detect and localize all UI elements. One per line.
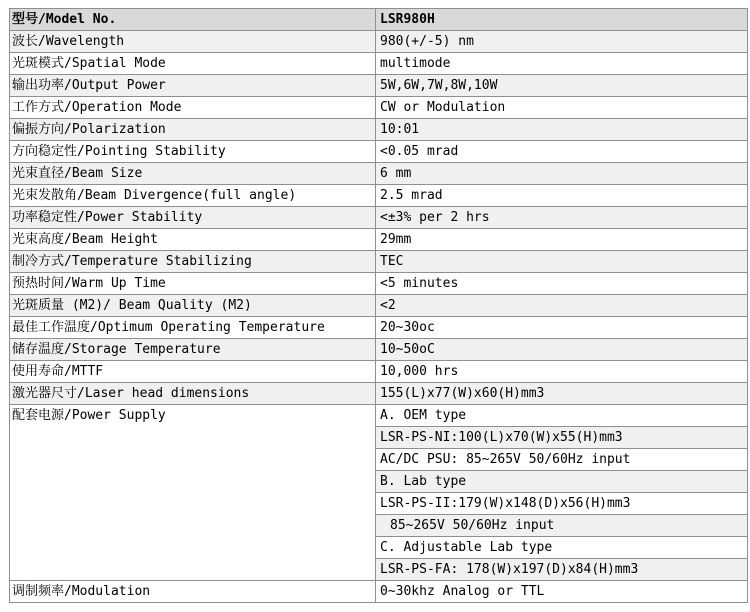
- table-row: [10, 185, 748, 207]
- value-cell: 5W,6W,7W,8W,10W: [376, 75, 748, 97]
- value-cell: 20~30oc: [376, 317, 748, 339]
- table-row: [10, 75, 748, 97]
- table-row: [10, 141, 748, 163]
- table-row: [10, 97, 748, 119]
- value-cell: LSR-PS-NI:100(L)x70(W)x55(H)mm3: [376, 427, 748, 449]
- param-cell: 最佳工作温度/Optimum Operating Temperature: [10, 317, 376, 339]
- table-row-modulation: [10, 581, 748, 603]
- value-cell: AC/DC PSU: 85~265V 50/60Hz input: [376, 449, 748, 471]
- value-cell: 10,000 hrs: [376, 361, 748, 383]
- table-row: [10, 163, 748, 185]
- value-cell: 6 mm: [376, 163, 748, 185]
- param-cell: 波长/Wavelength: [10, 31, 376, 53]
- header-param-cell: 型号/Model No.: [10, 9, 376, 31]
- value-cell: <5 minutes: [376, 273, 748, 295]
- value-cell: A. OEM type: [376, 405, 748, 427]
- table-row: [10, 207, 748, 229]
- table-row: [10, 273, 748, 295]
- param-cell: 功率稳定性/Power Stability: [10, 207, 376, 229]
- value-cell: <0.05 mrad: [376, 141, 748, 163]
- table-row-power-supply: [10, 405, 748, 427]
- spec-table: [9, 8, 748, 603]
- table-row: [10, 339, 748, 361]
- header-value-cell: LSR980H: [376, 9, 748, 31]
- table-row: [10, 361, 748, 383]
- param-cell: 预热时间/Warm Up Time: [10, 273, 376, 295]
- param-cell: 光束发散角/Beam Divergence(full angle): [10, 185, 376, 207]
- value-cell: 155(L)x77(W)x60(H)mm3: [376, 383, 748, 405]
- value-cell: B. Lab type: [376, 471, 748, 493]
- value-cell: 85~265V 50/60Hz input: [376, 515, 748, 537]
- value-cell: CW or Modulation: [376, 97, 748, 119]
- value-cell: C. Adjustable Lab type: [376, 537, 748, 559]
- value-cell: 980(+/-5) nm: [376, 31, 748, 53]
- value-cell: <2: [376, 295, 748, 317]
- param-cell: 光束直径/Beam Size: [10, 163, 376, 185]
- value-cell: LSR-PS-II:179(W)x148(D)x56(H)mm3: [376, 493, 748, 515]
- table-row: [10, 317, 748, 339]
- table-row: [10, 251, 748, 273]
- value-cell: 10:01: [376, 119, 748, 141]
- value-cell: <±3% per 2 hrs: [376, 207, 748, 229]
- spec-table-container: [9, 8, 748, 603]
- param-cell: 偏振方向/Polarization: [10, 119, 376, 141]
- param-cell: 制冷方式/Temperature Stabilizing: [10, 251, 376, 273]
- param-cell: 光斑模式/Spatial Mode: [10, 53, 376, 75]
- value-cell: 2.5 mrad: [376, 185, 748, 207]
- value-cell: 29mm: [376, 229, 748, 251]
- value-cell: LSR-PS-FA: 178(W)x197(D)x84(H)mm3: [376, 559, 748, 581]
- param-cell: 储存温度/Storage Temperature: [10, 339, 376, 361]
- param-cell: 工作方式/Operation Mode: [10, 97, 376, 119]
- param-cell: 光束高度/Beam Height: [10, 229, 376, 251]
- table-row: [10, 119, 748, 141]
- param-cell: 光斑质量 (M2)/ Beam Quality (M2): [10, 295, 376, 317]
- table-row: [10, 383, 748, 405]
- table-row: [10, 295, 748, 317]
- param-cell: 激光器尺寸/Laser head dimensions: [10, 383, 376, 405]
- param-cell: 使用寿命/MTTF: [10, 361, 376, 383]
- param-cell: 方向稳定性/Pointing Stability: [10, 141, 376, 163]
- table-row: [10, 31, 748, 53]
- param-cell-power-supply: 配套电源/Power Supply: [10, 405, 376, 581]
- table-row: [10, 229, 748, 251]
- value-cell: 0~30khz Analog or TTL: [376, 581, 748, 603]
- value-cell: multimode: [376, 53, 748, 75]
- value-cell: 10~50oC: [376, 339, 748, 361]
- param-cell: 输出功率/Output Power: [10, 75, 376, 97]
- param-cell: 调制频率/Modulation: [10, 581, 376, 603]
- table-row: [10, 53, 748, 75]
- value-cell: TEC: [376, 251, 748, 273]
- table-header-row: [10, 9, 748, 31]
